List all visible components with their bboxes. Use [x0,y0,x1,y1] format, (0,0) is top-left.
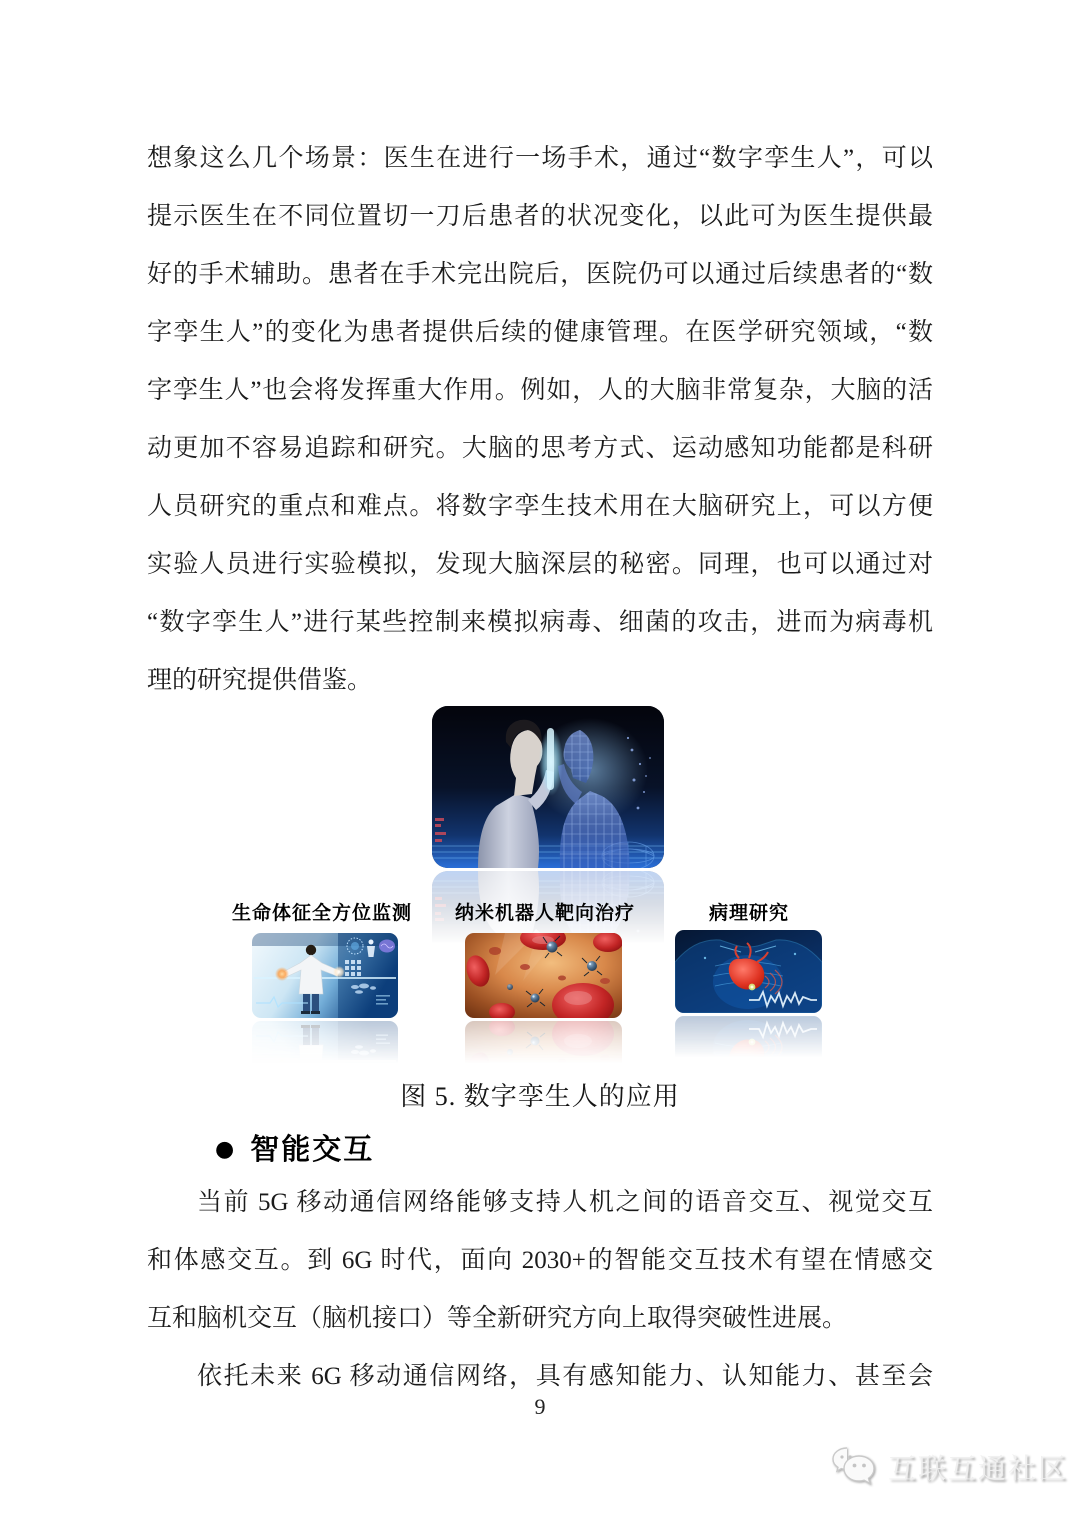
wechat-logo-icon [828,1444,878,1490]
body-text-line: “数字孪生人”进行某些控制来模拟病毒、细菌的攻击，进而为病毒机 [147,609,933,636]
paragraph-intelligent-interaction [147,1174,933,1348]
vital-signs-art [252,933,398,1018]
pathology-research-label: 病理研究 [708,903,790,924]
digital-twin-illustration [432,706,664,868]
watermark [828,1444,1068,1490]
digital-twin-art [432,706,664,868]
paragraph-digital-twin-medical [147,130,933,710]
watermark-text: 互联互通社区 [888,1453,1069,1484]
body-text-line: 互和脑机交互（脑机接口）等全新研究方向上取得突破性进展。 [147,1305,848,1332]
nanorobot-therapy-thumbnail [465,933,622,1018]
figure-caption: 图 5. 数字孪生人的应用 [400,1082,680,1111]
section-heading-intelligent-interaction [215,1130,374,1170]
nanorobot-therapy-label: 纳米机器人靶向治疗 [454,903,636,924]
body-text-line: 和体感交互。到 6G 时代，面向 2030+的智能交互技术有望在情感交 [147,1247,933,1274]
nanorobot-art [465,933,622,1018]
body-text-line: 理的研究提供借鉴。 [147,667,373,694]
body-text-line: 字孪生人”也会将发挥重大作用。例如，人的大脑非常复杂，大脑的活 [147,377,933,404]
body-text-line: 依托未来 6G 移动通信网络，具有感知能力、认知能力、甚至会 [197,1363,933,1390]
body-text-line: 提示医生在不同位置切一刀后患者的状况变化，以此可为医生提供最 [147,203,933,230]
vital-signs-monitoring-label: 生命体征全方位监测 [231,903,413,924]
body-text-line: 实验人员进行实验模拟，发现大脑深层的秘密。同理，也可以通过对 [147,551,933,578]
body-text-line: 当前 5G 移动通信网络能够支持人机之间的语音交互、视觉交互 [197,1189,933,1216]
body-text-line: 想象这么几个场景：医生在进行一场手术，通过“数字孪生人”，可以 [147,145,933,172]
pathology-research-thumbnail [675,930,822,1013]
body-text-line: 好的手术辅助。患者在手术完出院后，医院仍可以通过后续患者的“数 [147,261,933,288]
body-text-line: 人员研究的重点和难点。将数字孪生技术用在大脑研究上，可以方便 [147,493,933,520]
body-text-line: 动更加不容易追踪和研究。大脑的思考方式、运动感知功能都是科研 [147,435,933,462]
pathology-art [675,930,822,1013]
section-heading-text: 智能交互 [250,1134,375,1166]
bullet-icon: ● [215,1137,235,1162]
page-number: 9 [534,1394,546,1419]
vital-signs-monitoring-thumbnail [252,933,398,1018]
body-text-line: 字孪生人”的变化为患者提供后续的健康管理。在医学研究领域，“数 [147,319,933,346]
